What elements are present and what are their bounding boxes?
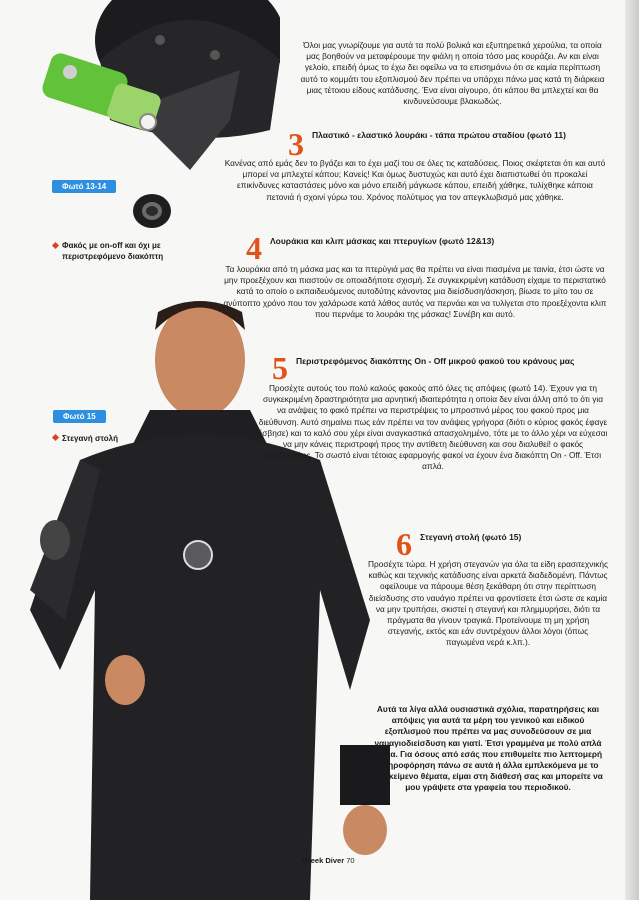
photo-tag-13-14: Φωτό 13-14 [52, 180, 116, 193]
closing-paragraph: Αυτά τα λίγα αλλά ουσιαστικά σχόλια, παρατηρήσεις και απόψεις για αυτά τα μέρη του γενικού και ειδικού εξοπλισμού που πρέπει να μας συνοδεύσουν σε μια ναυαγιοδιείσδυση και γιατί. Έτσι γραμμένα με πολύ απλά λόγια. Για όσους από εσάς που επιθυμείτε πιο λεπτομερή πληροφόρηση πάνω σε αυτά ή άλλα εμπλεκόμενα με το αντικείμενο θέματα, είμαι στη διάθεσή σας και μπορείτε να μου γράψετε στα γραφεία του περιοδικού. [373, 704, 603, 793]
intro-paragraph: Όλοι μας γνωρίζουμε για αυτά τα πολύ βολικά και εξυπηρετικά χερούλια, τα οποία μας βοηθούν να μεταφέρουμε την φιάλη η οποία τόσο μας κουράζει. Αν και είναι γελοίο, επειδή όμως το έχω δει οφείλω να το επισημάνω ότι σε καμία περίπτωση αυτό το κομμάτι του εξοπλισμού δεν πρέπει να υπάρχει πάνω μας κατά τη διάρκεια μιας τέτοιου είδους κατάδυσης. Ένα είναι αίγουρο, ότι κάπου θα μπλεχτεί και θα κινδυνεύσουμε βλακωδώς. [300, 40, 605, 107]
page-footer [302, 856, 355, 865]
magazine-brand: Greek [302, 856, 324, 865]
photo-tag-15: Φωτό 15 [53, 410, 106, 423]
magazine-brand-2: Diver [325, 856, 345, 865]
caption-flashlight: Φακός με on-off και όχι με περιστρεφόμενο διακόπτη [62, 241, 164, 261]
section-heading: Περιστρεφόμενος διακόπτης On - Off μικρού φακού του κράνους μας [296, 356, 575, 366]
page-number: 70 [346, 856, 355, 865]
section-number: 5 [272, 350, 288, 386]
bullet-icon [52, 242, 59, 249]
section-heading: Λουράκια και κλιπ μάσκας και πτερυγίων (φωτό 12&13) [270, 236, 495, 246]
section-number: 6 [396, 526, 412, 562]
section-body: Προσέχτε αυτούς του πολύ καλούς φακούς από όλες τις απόψεις (φωτό 14). Έχουν για τη συγκεκριμένη δραστηριότητα μια αρνητική ιδιαιτερότητα η οποία δεν είναι άλλη από το ότι για να ανάψεις το φακό πρέπει να περιστρέψεις το μπροστινό μέρος του φακού προς μια διεύθυνση. Αυτό σημαίνει πως εάν πρέπει να τον ανάψεις γρήγορα (διότι ο κύριος φακός έφαγε έσβησε) και το καλό σου χέρι είναι αναγκαστικά απασχολημένο, τότε με το άλλο χέρι να εύχεσαι να μην κάνεις περιστροφή προς την αντίθετη διεύθυνση και σου διαλυθεί! ο φακός υποβρυχίως. Το σωστό είναι τέτοιας εφαρμογής φακοί να έχουν ένα διακόπτη On - Off. Έτσι απλά. [258, 383, 608, 472]
section-body: Τα λουράκια από τη μάσκα μας και τα πτερύγιά μας θα πρέπει να είναι πιασμένα με ταινία, έτσι ώστε να μην προεξέχουν και πιαστούν σε οποιαδήποτε σχισμή. Σε συγκεκριμένη κατάδυση είχαμε το περιστατικό κατά το οποίο ο εκπαιδευόμενος αυτοδύτης κάνοντας μια διείσδυση/άσκηση, βίωσε το μίτο του σε ανύποπτο χρόνο που τον χαλάρωσε κατά λάθος αυτός να περνάει και να τυλίγεται στο προεξέχοντα κλιπ που περνάμε το λουράκι της μάσκας! Συνέβη και αυτό. [223, 264, 607, 319]
lens-ring-photo [130, 190, 175, 232]
diver-drysuit-photo [20, 290, 410, 900]
caption-drysuit: Στεγανή στολή [62, 434, 118, 443]
section-heading: Πλαστικό - ελαστικό λουράκι - τάπα πρώτου σταδίου (φωτό 11) [312, 130, 566, 140]
section-body: Κανένας από εμάς δεν το βγάζει και το έχει μαζί του σε όλες τις καταδύσεις. Ποιος σκέφτεται ότι και αυτό μπορεί να μπλεχτεί κάπου; Κανείς! Και όμως δυστυχώς και αυτό έχει διαπιστωθεί ότι προκαλεί επικίνδυνες καταστάσεις μόνο και μόνο επειδή μάγκωσε κάπου, επειδή χάθηκε, τυλίχθηκε κάποια πετονιά ή σχοινί γύρω του. Χρόνος πολύτιμος για τον απεγκλωβισμό μας χάθηκε. [224, 158, 606, 202]
section-number: 4 [246, 230, 262, 266]
section-heading: Στεγανή στολή (φωτό 15) [420, 532, 522, 542]
section-number: 3 [288, 126, 304, 162]
page-edge [625, 0, 639, 900]
section-body: Προσέχτε τώρα. Η χρήση στεγανών για όλα τα είδη ερασιτεχνικής καθώς και τεχνικής κατάδυσης είναι αρκετά διαδεδομένη. Πάντως οφείλουμε να πάρουμε θέση ξεκάθαρη ότι στην περίπτωση διείσδυσης στο ναυάγιο πρέπει να φροντίσετε έτσι ώστε σε καμία να μην τρυπήσει, σκιστεί η στεγανή και πλημμυρήσει, διότι τα πράγματα θα γίνουν τραγικά. Προτείνουμε τη μη χρήση στεγανής, εκτός και εάν συντρέχουν άλλοι λόγοι (όπως παγωμένα νερά κ.λπ.). [368, 559, 608, 648]
